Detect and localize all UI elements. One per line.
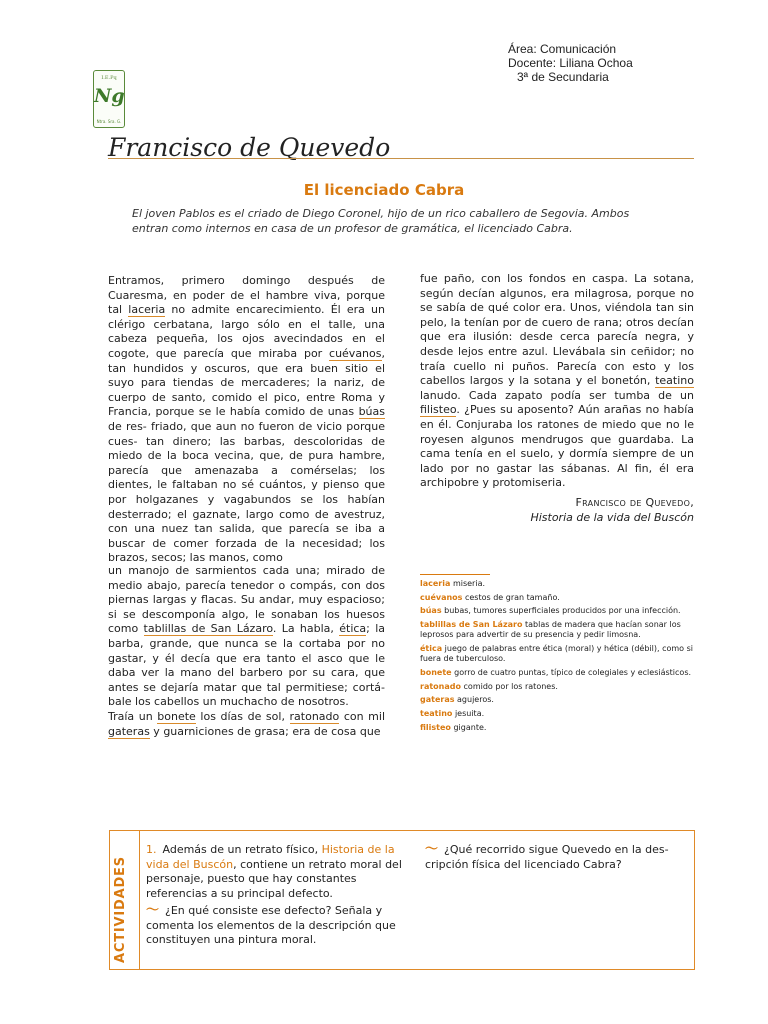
- glossed-word: teatino: [655, 374, 694, 388]
- paragraph: un manojo de sarmientos cada una; mirado de medio abajo, parecía tenedor o compás, con dos piernas largas y flacas. Su andar, muy espacioso; si se descomponía algo, le sonaban los huesos como tablillas de San Lázaro. La habla, ética; la barba, grande, que nunca se la cortaba por no gastar, y él decía que era tanto el asco que le daba ver la mano del barbero por su cara, que antes se dejaría matar que tal permitiese; cortá- bale los cabellos un muchacho de nosotros.: [108, 564, 385, 709]
- glossed-word: tablillas de San Lázaro: [143, 622, 273, 636]
- logo-top-text: I.E.Pq: [101, 75, 117, 81]
- logo-bottom-text: Ntra. Sra. G.: [96, 119, 122, 124]
- glossary-item: teatino jesuita.: [420, 709, 485, 719]
- glossary-item: bonete gorro de cuatro puntas, típico de colegiales y eclesiásticos.: [420, 667, 692, 677]
- course-info: [508, 42, 633, 84]
- text-column-left-bottom: [108, 564, 385, 739]
- text-column-right: [420, 272, 694, 491]
- glossary-item: ratonado comido por los ratones.: [420, 681, 558, 691]
- glossed-word: filisteo: [420, 403, 457, 417]
- glossed-word: ratonado: [289, 709, 340, 723]
- highlighted-title: Historia de la vida del Buscón: [146, 843, 395, 871]
- activity-number: 1.: [146, 843, 157, 856]
- area-label: Área: Comunicación: [508, 42, 617, 56]
- citation-work: Historia de la vida del Buscón: [530, 511, 694, 524]
- glossary-item: ética juego de palabras entre ética (moral) y hética (débil), como si fuera de tuberculoso.: [420, 644, 693, 664]
- activities-sidebar: [110, 831, 140, 969]
- glossed-word: laceria: [128, 303, 166, 317]
- heading-divider: [108, 158, 694, 159]
- school-logo: [93, 70, 125, 128]
- squiggle-arrow-icon: 〜: [146, 903, 160, 918]
- glossary: [420, 579, 700, 736]
- author-heading: Francisco de Quevedo: [108, 133, 391, 162]
- logo-monogram: Ng: [94, 85, 125, 107]
- citation-author: Francisco de Quevedo,: [575, 496, 694, 509]
- glossed-word: ética: [339, 622, 367, 636]
- paragraph: Entramos, primero domingo después de Cuaresma, en poder de el hambre viva, porque tal laceria no admite encarecimiento. Él era un clérigo cerbatana, largo sólo en el talle, una cabeza pequeña, los ojos avecindados en el cogote, que parecía que miraba por cuévanos, tan hundidos y oscuros, que era buen sitio el suyo para tiendas de mercaderes; la nariz, de cuerpo de santo, comido el pico, entre Roma y Francia, porque se le había comido de unas búas de res- friado, que aun no fueron de vicio porque cues- tan dinero; las barbas, descoloridas de miedo de la boca vecina, que, de pura hambre, parecía que amenazaba a comérselas; los dientes, le faltaban no sé cuántos, y pienso que por holgazanes y vagabundos se los habían desterrado; el gaznate, largo como de avestruz, con una nuez tan salida, que parecía se iba a buscar de comer forzada de la necesidad; los brazos, secos; las manos, como: [108, 274, 385, 565]
- paragraph: Traía un bonete los días de sol, ratonado con mil gateras y guarniciones de grasa; era de cosa que: [108, 709, 386, 738]
- glossed-word: bonete: [157, 709, 196, 723]
- glossed-word: búas: [358, 405, 385, 419]
- grade-label: 3ª de Secundaria: [517, 70, 609, 84]
- glossary-item: filisteo gigante.: [420, 722, 487, 732]
- glossary-item: búas bubas, tumores superficiales producidos por una infección.: [420, 606, 681, 616]
- activities-label: ACTIVIDADES: [113, 856, 128, 963]
- glossed-word: cuévanos: [329, 346, 382, 360]
- glossary-item: cuévanos cestos de gran tamaño.: [420, 592, 560, 602]
- glossary-item: tablillas de San Lázaro tablas de madera que hacían sonar los leprosos para advertir de su presencia y pedir limosna.: [420, 620, 681, 640]
- reading-title: El licenciado Cabra: [303, 181, 465, 199]
- text-column-left-top: [108, 274, 385, 566]
- glossed-word: gateras: [108, 724, 150, 738]
- paragraph: fue paño, con los fondos en caspa. La sotana, según decían algunos, era milagrosa, porque no se sabía de qué color era. Unos, viéndola tan sin pelo, la tenían por de cuero de rana; otros decían que era ilusión: desde cerca parecía negra, y desde lejos entre azul. Llevábala sin ceñidor; no traía cuello ni puños. Parecía con esto y los cabellos largos y la sotana y el bonetón, teatino lanudo. Cada zapato podía ser tumba de un filisteo. ¿Pues su aposento? Aún arañas no había en él. Conjuraba los ratones de miedo que no le royesen algunos mendrugos que guardaba. La cama tenía en el suelo, y dormía siempre de un lado por no gastar las sábanas. Al fin, él era archipobre y protomiseria.: [420, 272, 694, 490]
- squiggle-arrow-icon: 〜: [425, 842, 439, 857]
- glossary-item: laceria miseria.: [420, 579, 486, 588]
- activity-question-defect: 〜 ¿En qué consiste ese defecto? Señala y comenta los elementos de la descripción que constituyen una pintura moral.: [146, 903, 396, 946]
- activity-1: 1. Además de un retrato físico, Historia de la vida del Buscón, contiene un retrato moral del personaje, puesto que hay constantes referencias a su principal defecto.: [146, 843, 402, 900]
- reading-introduction: El joven Pablos es el criado de Diego Coronel, hijo de un rico caballero de Segovia. Ambos entran como internos en casa de un profesor de gramática, el licenciado Cabra.: [132, 207, 630, 235]
- activity-question-route: 〜 ¿Qué recorrido sigue Quevedo en la des- cripción física del licenciado Cabra?: [425, 842, 669, 871]
- teacher-label: Docente: Liliana Ochoa: [508, 56, 633, 70]
- glossary-divider: [420, 574, 490, 575]
- source-citation: [420, 495, 694, 525]
- glossary-item: gateras agujeros.: [420, 695, 494, 705]
